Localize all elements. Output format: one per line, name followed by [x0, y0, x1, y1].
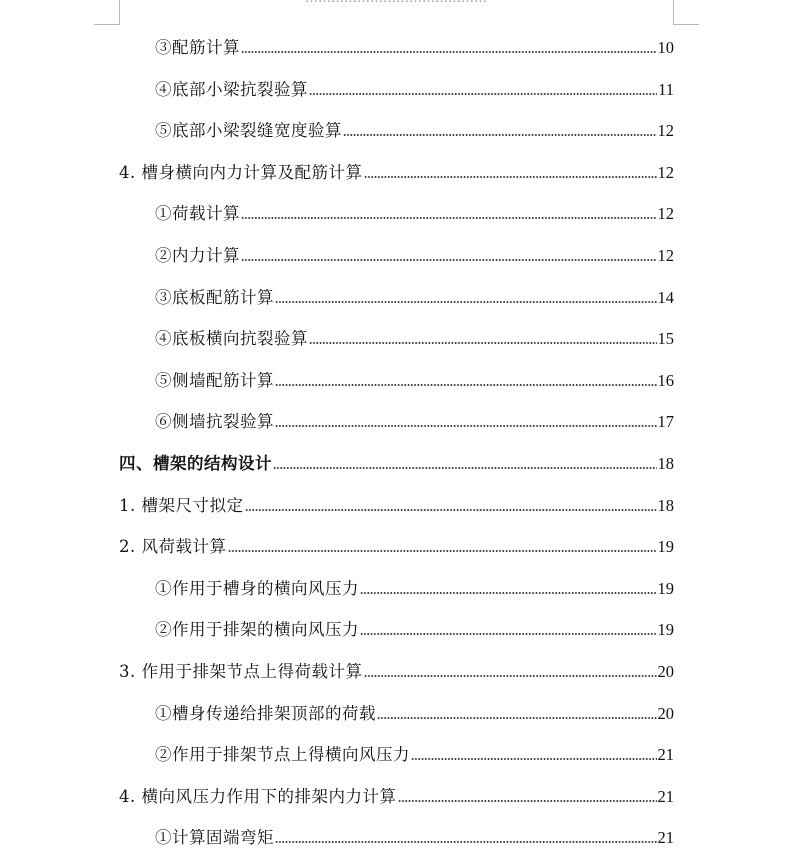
- toc-dot-leader: [309, 341, 657, 345]
- toc-entry[interactable]: [155, 202, 674, 226]
- toc-entry-page-number: 21: [657, 786, 674, 806]
- toc-entry[interactable]: [155, 702, 674, 726]
- toc-entry[interactable]: [155, 286, 674, 310]
- toc-entry[interactable]: [119, 452, 674, 476]
- crop-mark-right: [673, 0, 699, 25]
- toc-dot-leader: [364, 175, 657, 179]
- toc-dot-leader: [309, 92, 657, 96]
- toc-dot-leader: [241, 50, 657, 54]
- toc-entry-page-number: 16: [657, 370, 674, 390]
- toc-entry-title: 4. 槽身横向内力计算及配筋计算: [119, 162, 363, 182]
- toc-entry-page-number: 19: [657, 620, 674, 640]
- toc-dot-leader: [275, 840, 657, 844]
- toc-entry-title: ①作用于槽身的横向风压力: [155, 578, 359, 598]
- toc-entry-title: ⑥侧墙抗裂验算: [155, 412, 274, 432]
- toc-entry-page-number: 12: [657, 204, 674, 224]
- toc-entry[interactable]: [155, 119, 674, 143]
- toc-entry[interactable]: [119, 494, 674, 518]
- toc-entry-page-number: 12: [657, 246, 674, 265]
- toc-entry-title: 1. 槽架尺寸拟定: [119, 495, 244, 515]
- toc-dot-leader: [360, 591, 657, 595]
- toc-entry-title: ⑤侧墙配筋计算: [155, 370, 274, 390]
- toc-entry-page-number: 12: [657, 162, 674, 182]
- toc-entry-title: ①槽身传递给排架顶部的荷载: [155, 703, 376, 723]
- toc-entry-title: ⑤底部小梁裂缝宽度验算: [155, 121, 342, 141]
- toc-entry-title: 3. 作用于排架节点上得荷载计算: [119, 662, 363, 681]
- toc-entry-title: 四、槽架的结构设计: [119, 454, 272, 473]
- toc-entry-page-number: 10: [657, 38, 674, 57]
- toc-entry[interactable]: [119, 785, 674, 809]
- toc-entry-page-number: 11: [658, 79, 674, 99]
- toc-entry-title: ③配筋计算: [155, 38, 240, 57]
- toc-entry[interactable]: [155, 410, 674, 434]
- toc-dot-leader: [241, 258, 657, 262]
- toc-entry[interactable]: [119, 535, 674, 559]
- toc-dot-leader: [411, 757, 657, 761]
- toc-dot-leader: [275, 383, 657, 387]
- toc-entry-page-number: 21: [657, 828, 674, 848]
- toc-entry-title: ④底板横向抗裂验算: [155, 329, 308, 349]
- toc-entry-title: 2. 风荷载计算: [119, 537, 227, 557]
- toc-entry[interactable]: [155, 244, 674, 268]
- toc-entry[interactable]: [155, 36, 674, 60]
- toc-entry-title: 4. 横向风压力作用下的排架内力计算: [119, 786, 397, 806]
- toc-entry-title: ②作用于排架节点上得横向风压力: [155, 745, 410, 765]
- toc-entry[interactable]: [155, 327, 674, 351]
- toc-entry[interactable]: [155, 577, 674, 601]
- toc-entry-title: ②内力计算: [155, 246, 240, 265]
- toc-entry-page-number: 20: [657, 703, 674, 723]
- toc-entry-page-number: 18: [657, 454, 674, 473]
- toc-dot-leader: [273, 466, 657, 470]
- toc-entry[interactable]: [155, 78, 674, 102]
- toc-entry-title: ④底部小梁抗裂验算: [155, 79, 308, 99]
- toc-entry-page-number: 15: [657, 329, 674, 349]
- toc-dot-leader: [360, 632, 657, 636]
- toc-dot-leader: [275, 300, 657, 304]
- toc-entry-title: ③底板配筋计算: [155, 287, 274, 307]
- toc-dot-leader: [241, 216, 657, 220]
- toc-dot-leader: [377, 716, 657, 720]
- toc-entry-page-number: 12: [657, 121, 674, 141]
- toc-entry-page-number: 21: [657, 745, 674, 765]
- toc-entry[interactable]: [155, 743, 674, 767]
- toc-entry[interactable]: [119, 660, 674, 684]
- toc-dot-leader: [228, 549, 657, 553]
- toc-entry[interactable]: [155, 826, 674, 850]
- toc-entry[interactable]: [155, 369, 674, 393]
- toc-entry[interactable]: [155, 618, 674, 642]
- toc-dot-leader: [245, 508, 657, 512]
- toc-entry[interactable]: [119, 161, 674, 185]
- toc-entry-page-number: 17: [657, 412, 674, 432]
- crop-mark-left: [94, 0, 120, 25]
- toc-dot-leader: [343, 133, 657, 137]
- toc-entry-page-number: 19: [657, 537, 674, 557]
- toc-entry-title: ①荷载计算: [155, 204, 240, 224]
- toc-dot-leader: [398, 799, 657, 803]
- toc-entry-page-number: 18: [657, 495, 674, 515]
- toc-entry-title: ①计算固端弯矩: [155, 828, 274, 848]
- toc-entry-page-number: 19: [657, 578, 674, 598]
- toc-dot-leader: [275, 424, 657, 428]
- toc-entry-page-number: 14: [657, 287, 674, 307]
- toc-dot-leader: [364, 674, 657, 678]
- toc-entry-page-number: 20: [657, 662, 674, 681]
- toc-entry-title: ②作用于排架的横向风压力: [155, 620, 359, 640]
